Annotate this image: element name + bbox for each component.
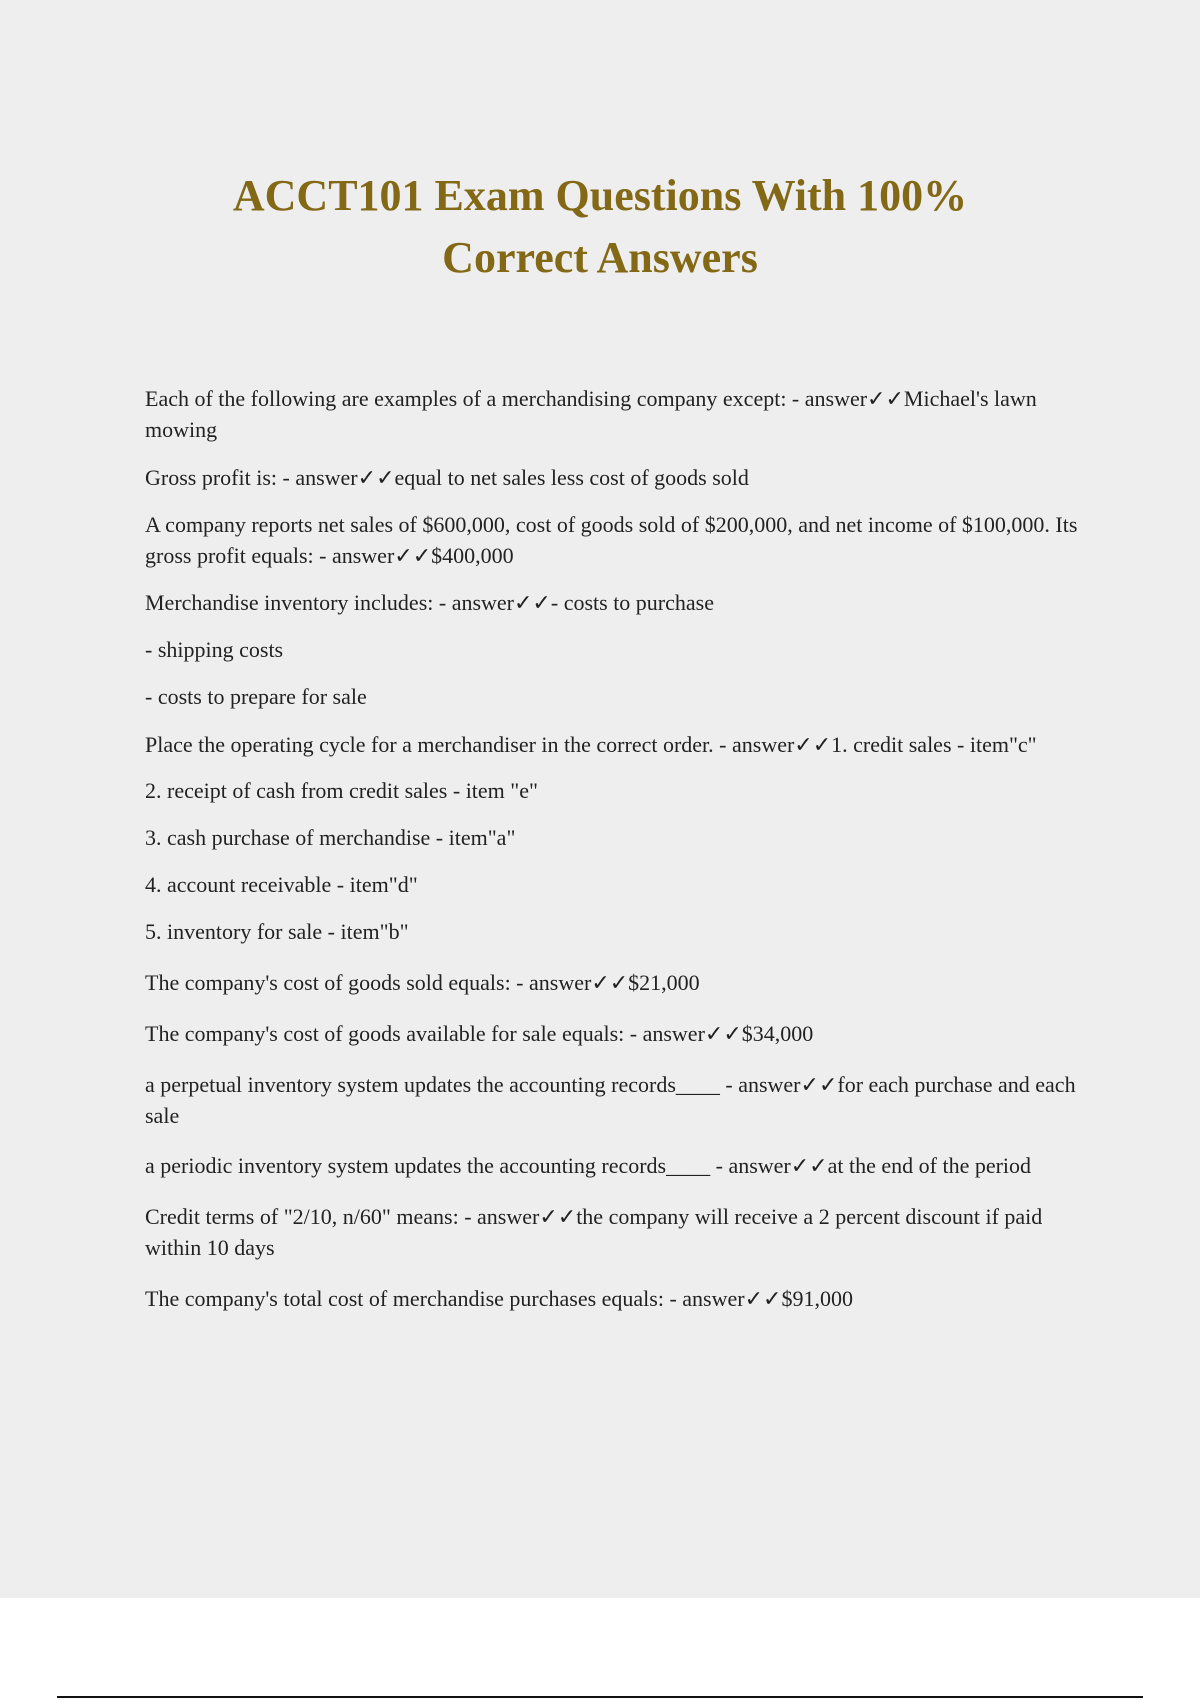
qa-item: 3. cash purchase of merchandise - item"a" [145, 825, 516, 850]
qa-list [145, 383, 1095, 1314]
qa-item: A company reports net sales of $600,000, cost of goods sold of $200,000, and net income of $100,000. Its gross profit equals: - answer✓✓$400,000 [145, 512, 1078, 568]
qa-item: 5. inventory for sale - item"b" [145, 919, 409, 944]
qa-item: - shipping costs [145, 637, 284, 662]
qa-item: - costs to prepare for sale [145, 684, 367, 709]
qa-item: Each of the following are examples of a merchandising company except: - answer✓✓Michael's lawn mowing [145, 386, 1037, 442]
qa-item: Place the operating cycle for a merchandiser in the correct order. - answer✓✓1. credit sales - item"c" [145, 732, 1037, 757]
bottom-divider [57, 1696, 1143, 1698]
qa-item: a perpetual inventory system updates the accounting records____ - answer✓✓for each purchase and each sale [145, 1072, 1076, 1128]
qa-item: 2. receipt of cash from credit sales - item "e" [145, 778, 539, 803]
qa-item: The company's cost of goods available for sale equals: - answer✓✓$34,000 [145, 1021, 814, 1046]
qa-item: Gross profit is: - answer✓✓equal to net sales less cost of goods sold [145, 465, 749, 490]
title-line-2: Correct Answers [442, 233, 758, 282]
qa-item: Merchandise inventory includes: - answer✓✓- costs to purchase [145, 590, 714, 615]
title-line-1: ACCT101 Exam Questions With 100% [232, 171, 968, 220]
qa-item: The company's cost of goods sold equals: - answer✓✓$21,000 [145, 970, 700, 995]
qa-item: 4. account receivable - item"d" [145, 872, 418, 897]
qa-item: Credit terms of "2/10, n/60" means: - answer✓✓the company will receive a 2 percent discount if paid within 10 days [145, 1204, 1043, 1260]
document-title [100, 165, 1100, 289]
qa-item: a periodic inventory system updates the accounting records____ - answer✓✓at the end of the period [145, 1153, 1032, 1178]
qa-item: The company's total cost of merchandise purchases equals: - answer✓✓$91,000 [145, 1286, 853, 1311]
